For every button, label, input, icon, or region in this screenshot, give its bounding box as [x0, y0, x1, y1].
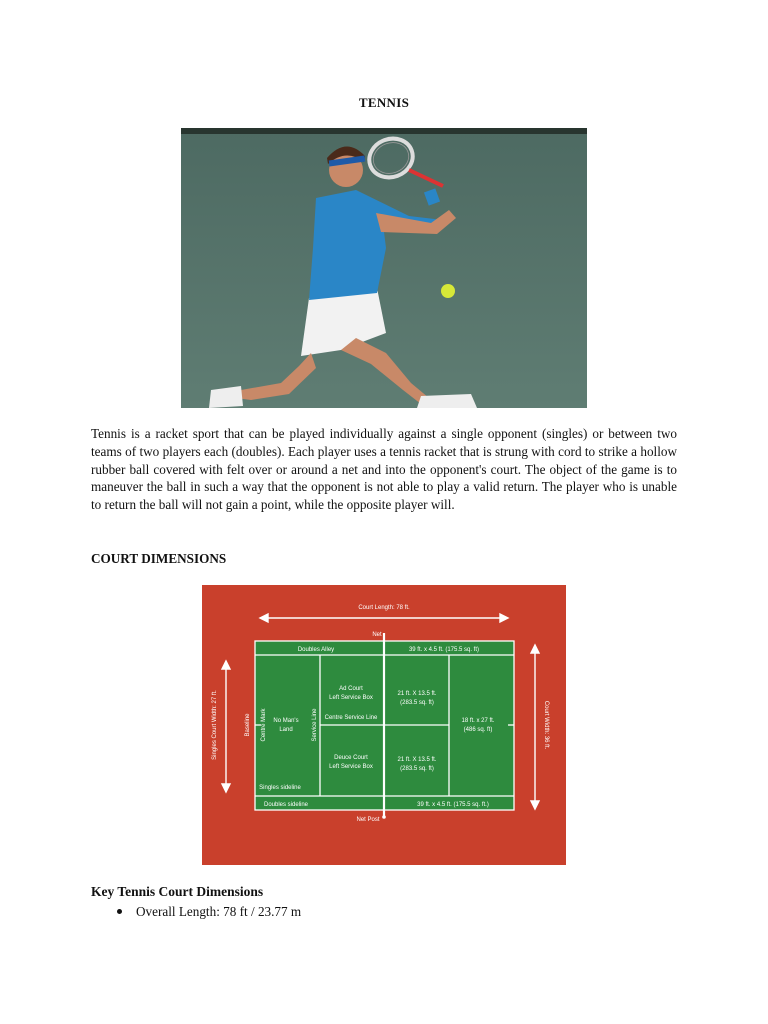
- list-item: [91, 903, 301, 920]
- centre-service-line-label: Centre Service Line: [324, 715, 378, 721]
- no-mans-land-line2: Land: [279, 727, 293, 733]
- court-width-label: Court Width: 36 ft.: [543, 700, 549, 750]
- key-dimensions-heading: Key Tennis Court Dimensions: [91, 884, 264, 899]
- ad-court-line2: Left Service Box: [329, 695, 373, 701]
- court-diagram: [202, 585, 566, 865]
- centre-mark-label: Centre Mark: [261, 708, 267, 742]
- doubles-sideline-label: Doubles sideline: [263, 802, 309, 808]
- deuce-court-line1: Deuce Court: [334, 755, 368, 761]
- list-item-text: Overall Length: 78 ft / 23.77 m: [136, 904, 302, 919]
- net-label: Net: [372, 632, 382, 638]
- net-post-label: Net Post: [356, 817, 380, 823]
- box-top-line1: 21 ft. X 13.5 ft.: [397, 691, 437, 697]
- no-mans-land-line1: No Man's: [273, 718, 299, 724]
- box-bottom-line1: 21 ft. X 13.5 ft.: [397, 757, 437, 763]
- court-diagram-svg: [202, 585, 566, 865]
- box-bottom-line2: (283.5 sq. ft): [400, 766, 434, 772]
- backcourt-line2: (486 sq. ft): [463, 727, 493, 733]
- net-post-dot: [382, 815, 386, 819]
- box-top-line2: (283.5 sq. ft): [400, 700, 434, 706]
- ad-court-line1: Ad Court: [339, 686, 363, 692]
- singles-sideline-label: Singles sideline: [259, 785, 301, 791]
- tennis-player-photo: [181, 128, 587, 408]
- bullet-icon: [117, 909, 122, 914]
- singles-width-label: Singles Court Width: 27 ft.: [212, 690, 218, 760]
- service-line-label: Service Line: [312, 708, 318, 742]
- doubles-alley-label: Doubles Alley: [297, 647, 335, 653]
- backcourt-line1: 18 ft. x 27 ft.: [461, 718, 495, 724]
- baseline-label: Baseline: [245, 713, 251, 737]
- tennis-player-illustration: [181, 128, 587, 408]
- intro-paragraph: Tennis is a racket sport that can be played individually against a single opponent (singles) or between two teams of two players each (doubles). Each player uses a tennis racket that is strung with cord to strike a hollow rubber ball covered with felt over or around a net and into the opponent's court. The object of the game is to maneuver the ball in such a way that the opponent is not able to play a valid return. The player who is unable to return the ball will not gain a point, while the opposite player will.: [91, 426, 677, 513]
- page-title: TENNIS: [358, 95, 410, 110]
- alley-area-bottom-label: 39 ft. x 4.5 ft. (175.5 sq. ft.): [417, 802, 489, 808]
- key-dimensions-list: [91, 903, 301, 920]
- deuce-court-line2: Left Service Box: [329, 764, 373, 770]
- court-dimensions-heading: COURT DIMENSIONS: [91, 551, 227, 566]
- alley-area-top-label: 39 ft. x 4.5 ft. (175.5 sq. ft): [408, 647, 480, 653]
- court-length-label: Court Length: 78 ft.: [358, 605, 410, 611]
